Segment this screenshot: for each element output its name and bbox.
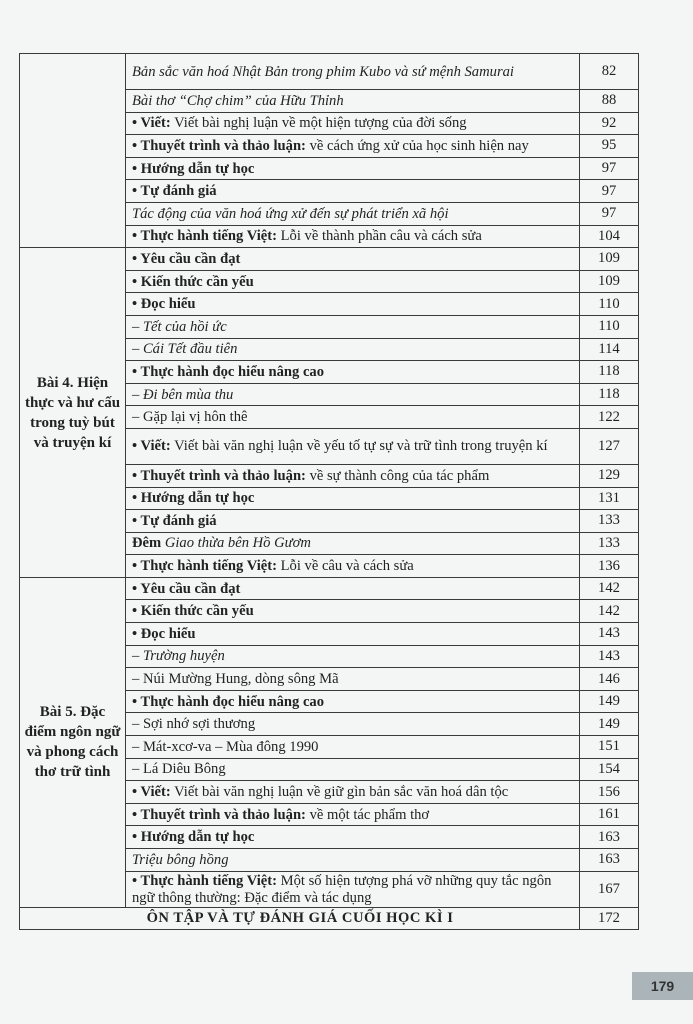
entry-text: Triệu bông hồng bbox=[132, 851, 229, 868]
toc-entry bbox=[126, 293, 580, 316]
toc-entry bbox=[126, 487, 580, 510]
page-ref: 114 bbox=[580, 338, 639, 361]
page-ref: 129 bbox=[580, 464, 639, 487]
entry-text: Giao thừa bên Hồ Gươm bbox=[161, 535, 311, 552]
entry-lead: • Thuyết trình và thảo luận: bbox=[132, 137, 306, 154]
entry-lead: • Tự đánh giá bbox=[132, 512, 217, 529]
entry-lead: • Thực hành đọc hiểu nâng cao bbox=[132, 693, 325, 710]
page-ref: 127 bbox=[580, 428, 639, 464]
page-ref: 143 bbox=[580, 645, 639, 668]
entry-lead: • Kiến thức cần yếu bbox=[132, 273, 254, 290]
page-ref: 156 bbox=[580, 781, 639, 804]
page-ref: 131 bbox=[580, 487, 639, 510]
entry-lead: • Viết: bbox=[132, 438, 171, 455]
table-row bbox=[20, 577, 639, 600]
page-ref: 149 bbox=[580, 690, 639, 713]
page-ref: 142 bbox=[580, 577, 639, 600]
page-ref: 151 bbox=[580, 736, 639, 759]
entry-lead: • Hướng dẫn tự học bbox=[132, 160, 255, 177]
entry-lead: • Thuyết trình và thảo luận: bbox=[132, 467, 306, 484]
page-ref: 118 bbox=[580, 383, 639, 406]
toc-entry bbox=[126, 383, 580, 406]
toc-entry bbox=[126, 781, 580, 804]
toc-entry bbox=[126, 315, 580, 338]
page-ref: 109 bbox=[580, 270, 639, 293]
toc-entry bbox=[126, 826, 580, 849]
entry-text: – Mát-xcơ-va – Mùa đông 1990 bbox=[132, 738, 319, 755]
entry-text: – Trường huyện bbox=[132, 648, 225, 665]
toc-entry bbox=[126, 361, 580, 384]
toc-entry bbox=[126, 871, 580, 907]
entry-lead: • Thực hành tiếng Việt: bbox=[132, 558, 277, 575]
page-ref: 104 bbox=[580, 225, 639, 248]
review-row bbox=[20, 907, 639, 930]
toc-entry bbox=[126, 690, 580, 713]
entry-text: Lỗi về câu và cách sửa bbox=[276, 558, 414, 575]
entry-text: Bản sắc văn hoá Nhật Bản trong phim Kubo và sứ mệnh Samurai bbox=[132, 63, 514, 80]
toc-entry bbox=[126, 90, 580, 113]
entry-lead: • Yêu cầu cần đạt bbox=[132, 580, 241, 597]
page-ref: 154 bbox=[580, 758, 639, 781]
toc-entry bbox=[126, 464, 580, 487]
toc-entry bbox=[126, 157, 580, 180]
toc-entry bbox=[126, 225, 580, 248]
entry-lead: • Thực hành tiếng Việt: bbox=[132, 872, 277, 889]
entry-lead: • Thực hành đọc hiểu nâng cao bbox=[132, 363, 325, 380]
toc-entry bbox=[126, 112, 580, 135]
section-title bbox=[20, 54, 126, 248]
table-of-contents bbox=[19, 53, 639, 930]
section-title: Bài 4. Hiện thực và hư cấu trong tuỳ bút và truyện kí bbox=[20, 248, 126, 578]
entry-lead: • Hướng dẫn tự học bbox=[132, 829, 255, 846]
page-ref: 97 bbox=[580, 180, 639, 203]
table-row bbox=[20, 248, 639, 271]
toc-entry bbox=[126, 577, 580, 600]
page-ref: 118 bbox=[580, 361, 639, 384]
entry-text: về một tác phẩm thơ bbox=[305, 806, 430, 823]
toc-entry bbox=[126, 555, 580, 578]
section-title: Bài 5. Đặc điểm ngôn ngữ và phong cách thơ trữ tình bbox=[20, 577, 126, 907]
entry-text: – Cái Tết đầu tiên bbox=[132, 341, 238, 358]
entry-text: Viết bài văn nghị luận về giữ gìn bản sắc văn hoá dân tộc bbox=[170, 784, 509, 801]
page-ref: 133 bbox=[580, 510, 639, 533]
page-ref: 88 bbox=[580, 90, 639, 113]
toc-entry bbox=[126, 510, 580, 533]
toc-entry bbox=[126, 428, 580, 464]
toc-entry bbox=[126, 135, 580, 158]
page-ref: 136 bbox=[580, 555, 639, 578]
toc-entry bbox=[126, 248, 580, 271]
toc-entry bbox=[126, 713, 580, 736]
page-ref: 95 bbox=[580, 135, 639, 158]
toc-entry bbox=[126, 338, 580, 361]
page-ref: 163 bbox=[580, 849, 639, 872]
page-ref: 110 bbox=[580, 293, 639, 316]
toc-entry bbox=[126, 180, 580, 203]
page-ref: 167 bbox=[580, 871, 639, 907]
entry-lead: • Thực hành tiếng Việt: bbox=[132, 228, 277, 245]
entry-text: Bài thơ “Chợ chim” của Hữu Thỉnh bbox=[132, 92, 344, 109]
page-ref: 97 bbox=[580, 202, 639, 225]
entry-text: về sự thành công của tác phẩm bbox=[305, 467, 490, 484]
page-ref: 172 bbox=[580, 907, 639, 930]
toc-entry bbox=[126, 532, 580, 555]
page-ref: 163 bbox=[580, 826, 639, 849]
page-ref: 92 bbox=[580, 112, 639, 135]
entry-text: – Tết của hồi ức bbox=[132, 318, 227, 335]
entry-lead: • Hướng dẫn tự học bbox=[132, 490, 255, 507]
entry-lead: • Đọc hiểu bbox=[132, 625, 196, 642]
entry-text: – Gặp lại vị hôn thê bbox=[132, 409, 248, 426]
toc-entry bbox=[126, 645, 580, 668]
toc-entry bbox=[126, 668, 580, 691]
page-ref: 133 bbox=[580, 532, 639, 555]
entry-lead: • Viết: bbox=[132, 115, 171, 132]
toc-entry bbox=[126, 54, 580, 90]
toc-entry bbox=[126, 270, 580, 293]
entry-lead: • Đọc hiểu bbox=[132, 296, 196, 313]
toc-entry bbox=[126, 758, 580, 781]
entry-text: Viết bài văn nghị luận về yếu tố tự sự và trữ tình trong truyện kí bbox=[170, 438, 548, 455]
review-title: ÔN TẬP VÀ TỰ ĐÁNH GIÁ CUỐI HỌC KÌ I bbox=[20, 907, 580, 930]
page-ref: 146 bbox=[580, 668, 639, 691]
entry-text: Viết bài nghị luận về một hiện tượng của đời sống bbox=[170, 115, 467, 132]
page-ref: 143 bbox=[580, 623, 639, 646]
page-ref: 149 bbox=[580, 713, 639, 736]
entry-text: – Đi bên mùa thu bbox=[132, 386, 234, 403]
entry-lead: • Thuyết trình và thảo luận: bbox=[132, 806, 306, 823]
toc-entry bbox=[126, 803, 580, 826]
page-ref: 97 bbox=[580, 157, 639, 180]
entry-text: Tác động của văn hoá ứng xử đến sự phát triển xã hội bbox=[132, 205, 449, 222]
entry-lead: • Viết: bbox=[132, 784, 171, 801]
page-number: 179 bbox=[632, 972, 693, 1000]
page-ref: 110 bbox=[580, 315, 639, 338]
toc-entry bbox=[126, 849, 580, 872]
toc-entry bbox=[126, 736, 580, 759]
entry-lead: • Yêu cầu cần đạt bbox=[132, 250, 241, 267]
page-ref: 109 bbox=[580, 248, 639, 271]
entry-lead: • Tự đánh giá bbox=[132, 183, 217, 200]
toc-entry bbox=[126, 600, 580, 623]
entry-lead: • Kiến thức cần yếu bbox=[132, 603, 254, 620]
page-ref: 122 bbox=[580, 406, 639, 429]
page-ref: 142 bbox=[580, 600, 639, 623]
entry-text: – Sợi nhớ sợi thương bbox=[132, 716, 256, 733]
page-ref: 82 bbox=[580, 54, 639, 90]
toc-entry bbox=[126, 202, 580, 225]
entry-text: – Núi Mường Hung, dòng sông Mã bbox=[132, 671, 339, 688]
entry-text: Lỗi về thành phần câu và cách sửa bbox=[276, 228, 482, 245]
table-row bbox=[20, 54, 639, 90]
page-ref: 161 bbox=[580, 803, 639, 826]
entry-lead: Đêm bbox=[132, 535, 162, 552]
entry-text: về cách ứng xử của học sinh hiện nay bbox=[305, 137, 529, 154]
toc-entry bbox=[126, 623, 580, 646]
toc-entry bbox=[126, 406, 580, 429]
entry-text: Một số hiện tượng phá vỡ những quy tắc ngôn ngữ thông thường: Đặc điểm và tác dụng bbox=[132, 872, 552, 906]
entry-text: – Lá Diêu Bông bbox=[132, 761, 226, 778]
